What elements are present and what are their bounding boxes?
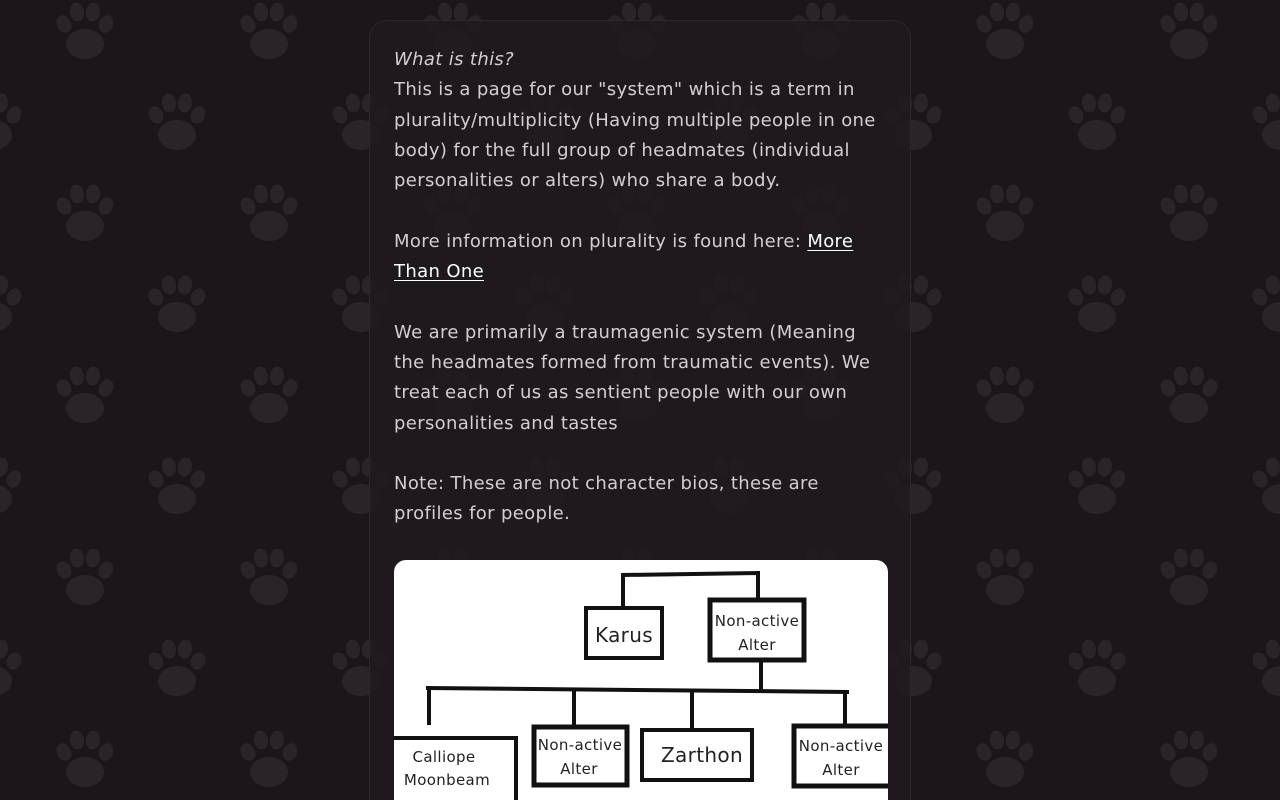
node-nonactive-top bbox=[710, 600, 804, 660]
system-tree-diagram bbox=[394, 560, 888, 800]
traumagenic-section: We are primarily a traumagenic system (Meaning the headmates formed from traumatic events). We treat each of us as sentient people with our own personalities and tastes bbox=[394, 321, 871, 434]
node-calliope-line2: Moonbeam bbox=[403, 771, 491, 790]
note-section: Note: These are not character bios, these are profiles for people. bbox=[394, 473, 819, 525]
node-nonactive-right bbox=[794, 726, 888, 786]
node-calliope-line1: Calliope bbox=[412, 748, 476, 767]
tree-branch bbox=[426, 688, 849, 692]
intro-paragraph: This is a page for our "system" which is a term in plurality/multiplicity (Having multiple people in one body) for the full group of headmates (individual personalities or alters) who share a body. bbox=[394, 79, 876, 192]
more-than-one-link[interactable]: More Than One bbox=[394, 230, 854, 283]
node-karus bbox=[586, 608, 662, 658]
node-nonactive-left bbox=[534, 727, 627, 785]
more-info-text: More information on plurality is found here: bbox=[394, 230, 808, 252]
node-calliope-moonbeam bbox=[394, 738, 516, 800]
node-nonactive-top-line1: Non-active bbox=[714, 612, 800, 631]
node-zarthon bbox=[642, 730, 752, 780]
intro-heading: What is this? bbox=[394, 49, 515, 70]
node-nonactive-top-line2: Alter bbox=[738, 636, 776, 655]
node-nonactive-right-line2: Alter bbox=[822, 761, 860, 780]
node-karus-label: Karus bbox=[594, 623, 654, 648]
node-nonactive-left-line2: Alter bbox=[560, 760, 598, 779]
more-info-section bbox=[394, 227, 886, 288]
intro-section bbox=[394, 45, 886, 196]
node-nonactive-right-line1: Non-active bbox=[798, 737, 884, 756]
system-info-card bbox=[369, 20, 911, 800]
node-nonactive-left-line1: Non-active bbox=[537, 736, 623, 755]
node-zarthon-label: Zarthon bbox=[660, 743, 744, 768]
